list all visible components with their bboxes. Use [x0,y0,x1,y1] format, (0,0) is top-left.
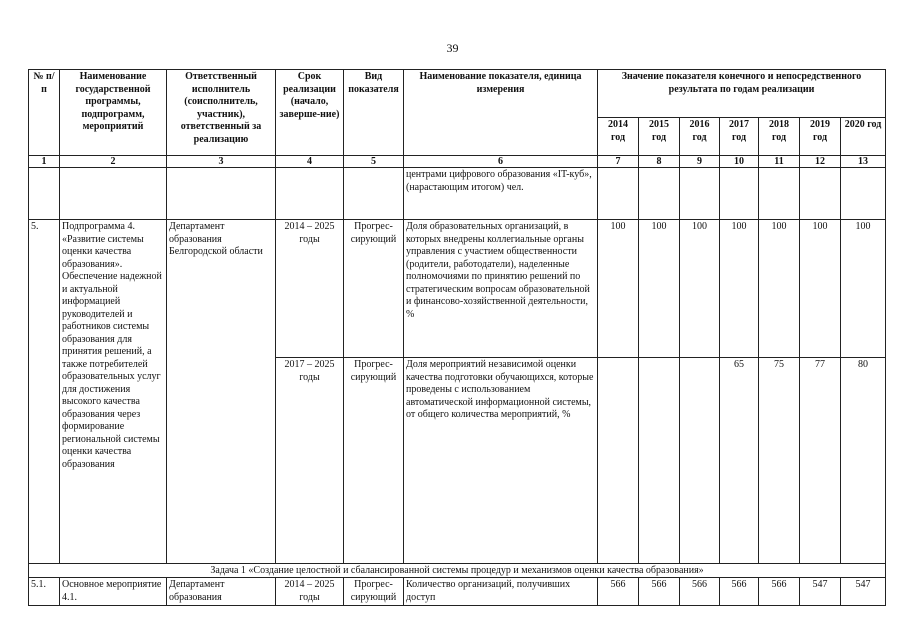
indicator-value: 566 [680,578,720,606]
responsible-executor: Департамент образования Белгородской области [167,220,276,564]
indicator-value: 80 [841,358,886,564]
header-term: Срок реализации (начало, заверше-ние) [276,70,344,156]
indicator-type: Прогрес-сирующий [344,578,404,606]
header-responsible: Ответственный исполнитель (соисполнитель, участник), ответственный за реализацию [167,70,276,156]
indicator-value: 566 [639,578,680,606]
indicator-value: 100 [759,220,800,358]
column-numbers-row [29,156,886,168]
column-number: 3 [167,156,276,168]
header-values-group: Значение показателя конечного и непосредственного результата по годам реализации [598,70,886,118]
implementation-term: 2014 – 2025 годы [276,220,344,358]
column-number: 2 [60,156,167,168]
column-number: 7 [598,156,639,168]
header-program-name: Наименование государственной программы, подпрограмм, мероприятий [60,70,167,156]
column-number: 6 [404,156,598,168]
header-year: 2018 год [759,118,800,156]
implementation-term: 2017 – 2025 годы [276,358,344,564]
indicator-value: 75 [759,358,800,564]
indicator-name: центрами цифрового образования «IT-куб», (нарастающим итогом) чел. [404,168,598,220]
header-indicator-name: Наименование показателя, единица измерения [404,70,598,156]
indicator-value [680,358,720,564]
row-number: 5. [29,220,60,564]
indicator-value: 65 [720,358,759,564]
header-year: 2019 год [800,118,841,156]
indicator-value: 566 [598,578,639,606]
indicator-type: Прогрес-сирующий [344,220,404,358]
header-year: 2020 год [841,118,886,156]
indicator-value [598,358,639,564]
column-number: 1 [29,156,60,168]
header-number: № п/п [29,70,60,156]
indicator-type: Прогрес-сирующий [344,358,404,564]
indicator-value: 100 [680,220,720,358]
activity-name: Основное мероприятие 4.1. [60,578,167,606]
header-year: 2014 год [598,118,639,156]
indicator-name: Доля образовательных организаций, в которых внедрены коллегиальные органы управления с участием общественности (родители, работодатели), наделенные полномочиями по принятию решений по стратегическим вопросам образовательной и финансово-хозяйственной деятельности, % [404,220,598,358]
indicator-value: 100 [720,220,759,358]
indicator-value: 77 [800,358,841,564]
continuation-row [29,168,886,220]
responsible-executor: Департамент образования [167,578,276,606]
column-number: 11 [759,156,800,168]
column-number: 12 [800,156,841,168]
indicator-value: 566 [720,578,759,606]
header-year: 2017 год [720,118,759,156]
column-number: 8 [639,156,680,168]
indicators-table [28,69,886,606]
indicator-value: 547 [841,578,886,606]
indicator-value [639,358,680,564]
indicator-value: 100 [639,220,680,358]
header-year: 2016 год [680,118,720,156]
task-row [29,564,886,578]
header-row [29,70,886,118]
column-number: 9 [680,156,720,168]
implementation-term: 2014 – 2025 годы [276,578,344,606]
indicator-name: Доля мероприятий независимой оценки качества подготовки обучающихся, которые проведены с использованием автоматической информационной системы, от общего количества мероприятий, % [404,358,598,564]
subprogram-name: Подпрограмма 4. «Развитие системы оценки качества образования». Обеспечение надежной и актуальной информацией руководителей и работников системы образования для принятия решений, а также потребителей образовательных услуг для достижения высокого качества образования через формирование региональной системы оценки качества образования [60,220,167,564]
indicator-name: Количество организаций, получивших доступ [404,578,598,606]
header-indicator-type: Вид показателя [344,70,404,156]
column-number: 10 [720,156,759,168]
subprogram-indicator-row [29,220,886,358]
column-number: 4 [276,156,344,168]
column-number: 13 [841,156,886,168]
task-title: Задача 1 «Создание целостной и сбалансированной системы процедур и механизмов оценки качества образования» [29,564,886,578]
indicator-value: 100 [800,220,841,358]
indicator-value: 566 [759,578,800,606]
indicator-value: 547 [800,578,841,606]
indicator-value: 100 [841,220,886,358]
indicator-value: 100 [598,220,639,358]
header-year: 2015 год [639,118,680,156]
page-number: 39 [446,41,459,55]
row-number: 5.1. [29,578,60,606]
activity-row [29,578,886,606]
column-number: 5 [344,156,404,168]
